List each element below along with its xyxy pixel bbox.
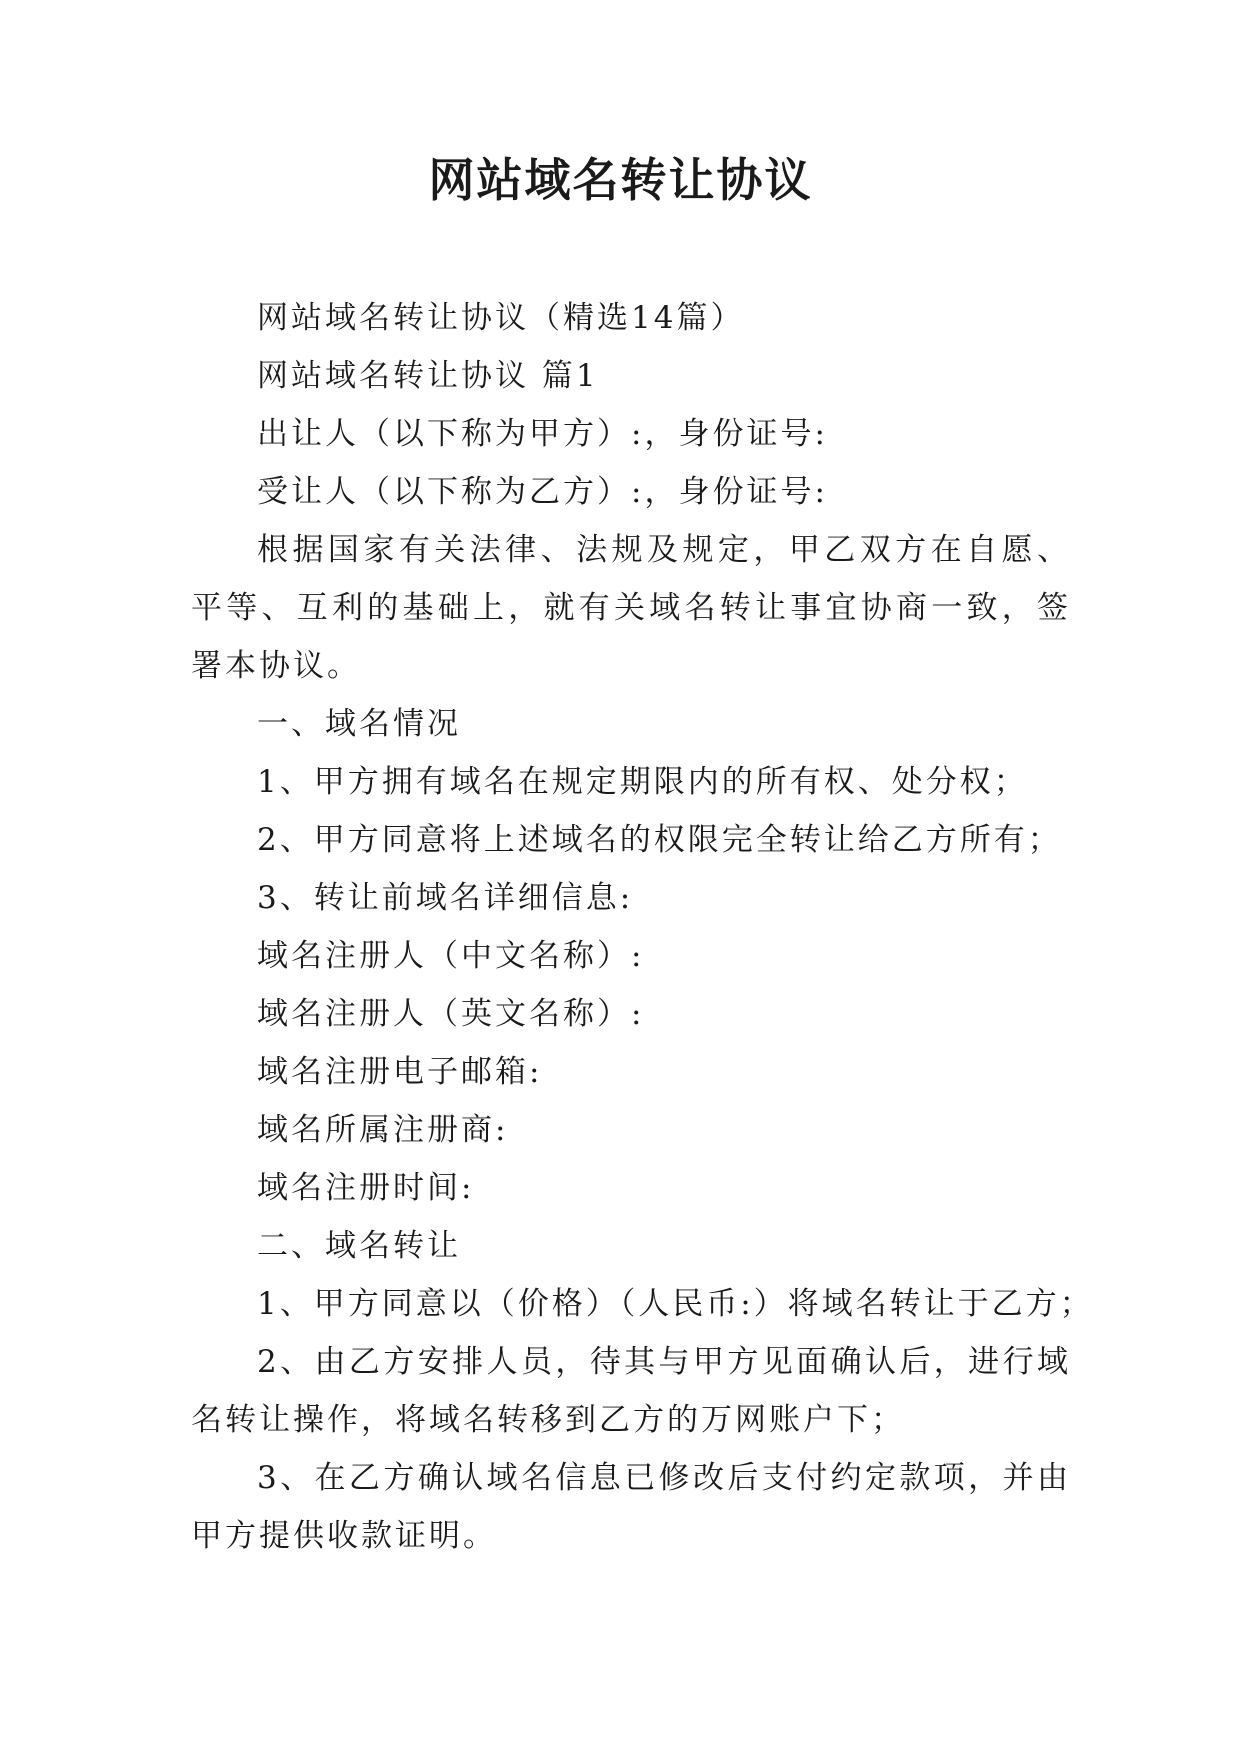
paragraph-preamble: 根据国家有关法律、法规及规定，甲乙双方在自愿、平等、互利的基础上，就有关域名转让事宜协商一致，签署本协议。: [191, 532, 1071, 684]
paragraph-clause: 1、甲方同意以（价格）（人民币:）将域名转让于乙方；: [257, 1286, 1094, 1322]
field-registrar: 域名所属注册商:: [257, 1112, 509, 1148]
document-title: 网站域名转让协议: [428, 153, 813, 207]
paragraph-transferor: 出让人（以下称为甲方）:，身份证号:: [257, 416, 828, 452]
paragraph-clause: 1、甲方拥有域名在规定期限内的所有权、处分权；: [257, 764, 1028, 800]
field-registration-time: 域名注册时间:: [257, 1170, 475, 1206]
paragraph-clause: 2、由乙方安排人员，待其与甲方见面确认后，进行域名转让操作，将域名转移到乙方的万网账户下；: [191, 1344, 1071, 1438]
paragraph-clause: 2、甲方同意将上述域名的权限完全转让给乙方所有；: [257, 822, 1062, 858]
section-heading-domain-info: 一、域名情况: [257, 706, 461, 742]
document-body: [191, 289, 1094, 1565]
field-registrant-cn: 域名注册人（中文名称）:: [257, 938, 645, 974]
paragraph-clause: 3、转让前域名详细信息:: [257, 880, 634, 916]
section-heading-transfer: 二、域名转让: [257, 1228, 461, 1264]
paragraph-part-heading: 网站域名转让协议 篇1: [257, 358, 599, 394]
field-registrant-en: 域名注册人（英文名称）:: [257, 996, 645, 1032]
field-registrant-email: 域名注册电子邮箱:: [257, 1054, 543, 1090]
paragraph-subtitle: 网站域名转让协议（精选14篇）: [257, 300, 745, 336]
paragraph-transferee: 受让人（以下称为乙方）:，身份证号:: [257, 474, 828, 510]
paragraph-clause: 3、在乙方确认域名信息已修改后支付约定款项，并由甲方提供收款证明。: [191, 1460, 1071, 1554]
